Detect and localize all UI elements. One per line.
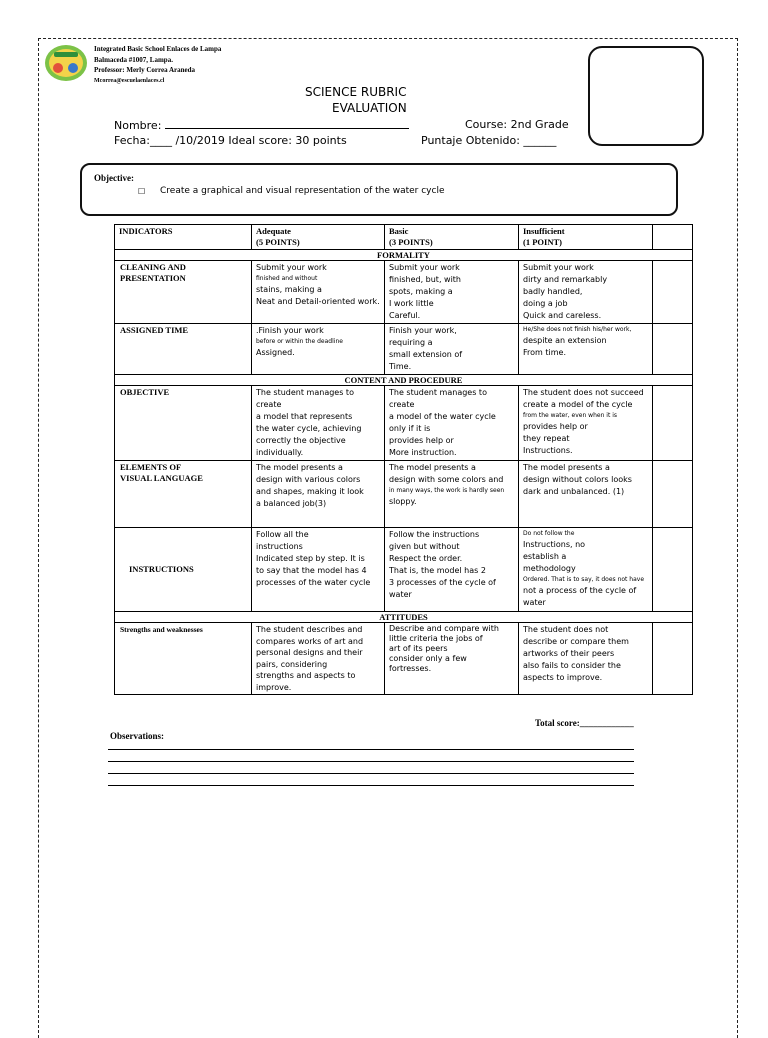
section-row [115,250,693,261]
school-logo [44,44,88,82]
observations-label: Observations: [110,731,164,741]
empty-cell [653,461,693,528]
school-address: Balmaceda #1007, Lampa. [94,55,173,64]
table-row [115,261,693,324]
adequate-cell: Follow all the instructions Indicated step by step. It is to say that the model has 4 processes of the water cycle [252,528,385,612]
insufficient-cell: Submit your work dirty and remarkably badly handled, doing a job Quick and careless. [519,261,653,324]
empty-cell [653,623,693,695]
section-content: CONTENT AND PROCEDURE [115,375,693,386]
section-row [115,375,693,386]
adequate-cell: The student manages to create a model that represents the water cycle, achieving correctly the objective individually. [252,386,385,461]
nombre-field [114,118,409,132]
table-row [115,324,693,375]
insufficient-cell: The student does not describe or compare them artworks of their peers also fails to consider the aspects to improve. [519,623,653,695]
section-formality: FORMALITY [115,250,693,261]
empty-cell [653,386,693,461]
objective-text: Create a graphical and visual representation of the water cycle [160,186,445,196]
photo-box [588,46,704,146]
basic-cell: Describe and compare with little criteria the jobs of art of its peers consider only a few fortresses. [385,623,519,695]
indicator-cell: ELEMENTS OF VISUAL LANGUAGE [115,461,252,528]
title-line2: EVALUATION [332,101,407,115]
school-info [94,44,221,86]
total-score: Total score:____________ [535,718,634,728]
empty-cell [653,261,693,324]
observation-line [108,749,634,750]
col-basic: Basic (3 POINTS) [385,225,519,250]
section-row [115,612,693,623]
empty-cell [653,324,693,375]
school-email: Mcorrea@escuelaenlaces.cl [94,77,165,84]
rubric-table [114,224,693,695]
section-attitudes: ATTITUDES [115,612,693,623]
table-row [115,386,693,461]
insufficient-cell: Do not follow the Instructions, no establish a methodology Ordered. That is to say, it does not have not a process of the cycle of water [519,528,653,612]
adequate-cell: .Finish your work before or within the deadline Assigned. [252,324,385,375]
indicator-cell: Strengths and weaknesses [115,623,252,695]
indicator-cell: OBJECTIVE [115,386,252,461]
checkbox-icon: ☐ [138,187,146,196]
table-row [115,461,693,528]
fecha-label: Fecha:____ /10/2019 Ideal score: 30 points [114,134,347,147]
basic-cell: The student manages to create a model of the water cycle only if it is provides help or More instruction. [385,386,519,461]
puntaje-label: Puntaje Obtenido: ______ [421,134,557,147]
indicator-cell: INSTRUCTIONS [115,528,252,612]
objective-box [80,163,678,216]
col-indicators: INDICATORS [115,225,252,250]
indicator-cell: CLEANING AND PRESENTATION [115,261,252,324]
insufficient-cell: The student does not succeed create a model of the cycle from the water, even when it is provides help or they repeat Instructions. [519,386,653,461]
nombre-line [165,118,409,129]
course-label: Course: 2nd Grade [465,118,569,131]
nombre-label: Nombre: [114,119,162,132]
basic-cell: Submit your work finished, but, with spots, making a I work little Careful. [385,261,519,324]
empty-cell [653,225,693,250]
adequate-cell: Submit your work finished and without stains, making a Neat and Detail-oriented work. [252,261,385,324]
table-header-row [115,225,693,250]
basic-cell: Follow the instructions given but without Respect the order. That is, the model has 2 3 processes of the cycle of water [385,528,519,612]
indicator-cell: ASSIGNED TIME [115,324,252,375]
adequate-cell: The student describes and compares works of art and personal designs and their pairs, considering strengths and aspects to improve. [252,623,385,695]
col-adequate: Adequate (5 POINTS) [252,225,385,250]
basic-cell: The model presents a design with some colors and in many ways, the work is hardly seen sloppy. [385,461,519,528]
observation-line [108,785,634,786]
table-row [115,623,693,695]
insufficient-cell: The model presents a design without colors looks dark and unbalanced. (1) [519,461,653,528]
empty-cell [653,528,693,612]
table-row [115,528,693,612]
insufficient-cell: He/She does not finish his/her work, despite an extension From time. [519,324,653,375]
school-professor: Professor: Merly Correa Araneda [94,66,196,74]
observation-line [108,761,634,762]
title-line1: SCIENCE RUBRIC [305,85,407,99]
basic-cell: Finish your work, requiring a small extension of Time. [385,324,519,375]
school-name: Integrated Basic School Enlaces de Lampa [94,45,222,53]
observation-line [108,773,634,774]
col-insufficient: Insufficient (1 POINT) [519,225,653,250]
objective-label: Objective: [94,173,134,183]
adequate-cell: The model presents a design with various colors and shapes, making it look a balanced job(3) [252,461,385,528]
